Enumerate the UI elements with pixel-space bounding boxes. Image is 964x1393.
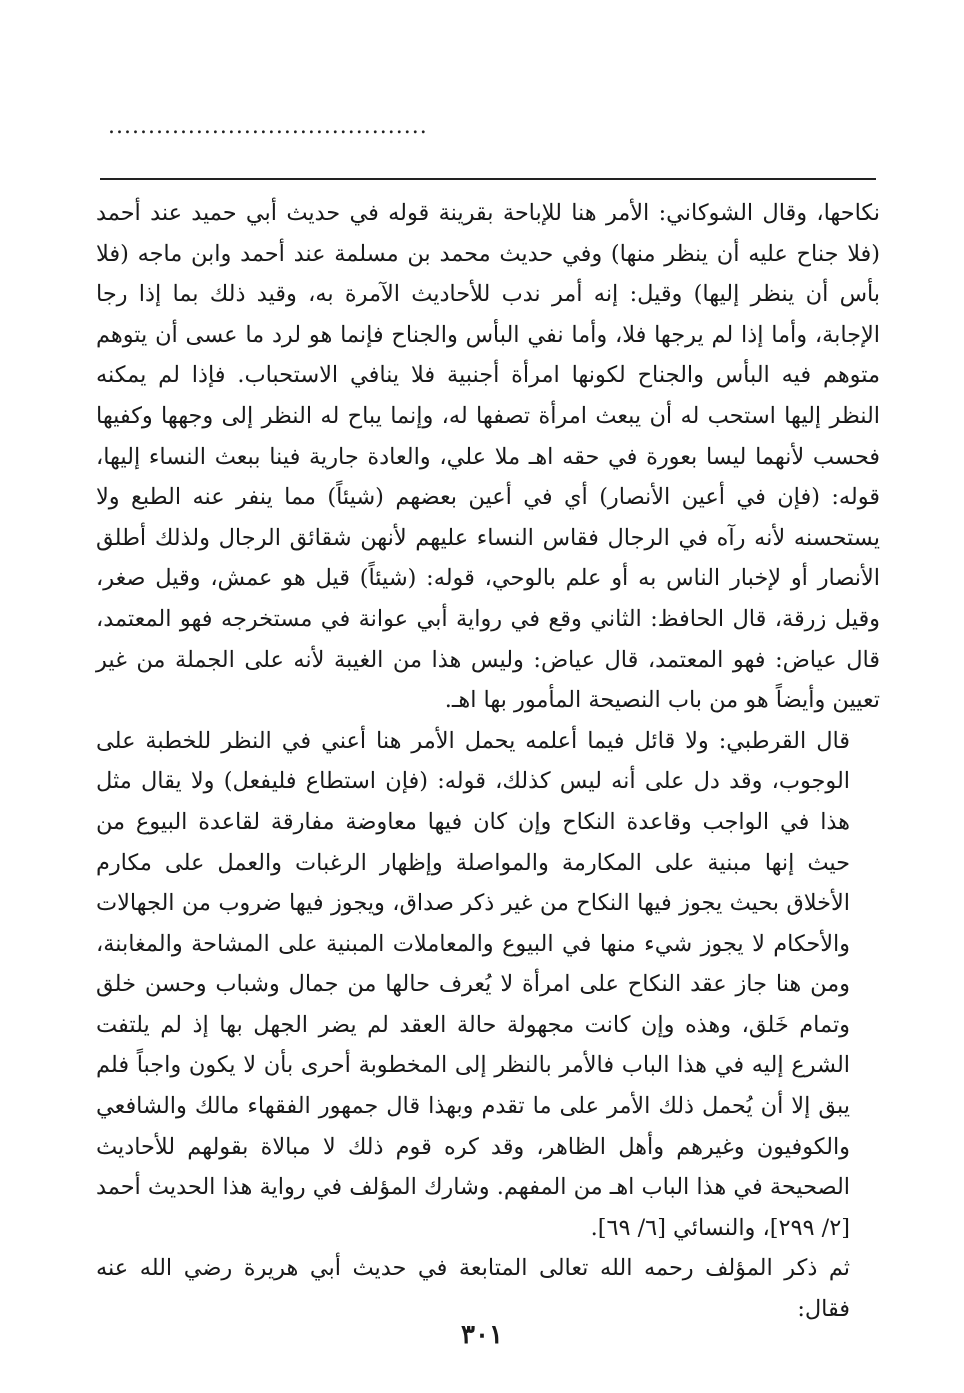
- page-body: [96, 193, 880, 1330]
- paragraph-qurtubi: قال القرطبي: ولا قائل فيما أعلمه يحمل الأمر هنا أعني في النظر للخطبة على الوجوب، وقد دل على أنه ليس كذلك، قوله: (فإن استطاع فليفعل) ولا يقال مثل هذا في الواجب وقاعدة النكاح وإن كان فيها معاوضة مفارقة لقاعدة البيوع من حيث إنها مبنية على المكارمة والمواصلة وإظهار الرغبات والعمل على مكارم الأخلاق بحيث يجوز فيها النكاح من غير ذكر صداق، ويجوز فيها ضروب من الجهالات والأحكام لا يجوز شيء منها في البيوع والمعاملات المبنية على المشاحة والمغابنة، ومن هنا جاز عقد النكاح على امرأة لا يُعرف حالها من جمال وشباب وحسن خلق وتمام خَلق، وهذه وإن كانت مجهولة حالة العقد لم يضر الجهل بها إذ لم يلتفت الشرع إليه في هذا الباب فالأمر بالنظر إلى المخطوبة أحرى بأن لا يكون واجباً فلم يبق إلا أن يُحمل ذلك الأمر على ما تقدم وبهذا قال جمهور الفقهاء مالك والشافعي والكوفيون وغيرهم وأهل الظاهر، وقد كره قوم ذلك لا مبالاة بقولهم للأحاديث الصحيحة في هذا الباب اهـ من المفهم. وشارك المؤلف في رواية هذا الحديث أحمد [٢/ ٢٩٩]، والنسائي [٦/ ٦٩].: [96, 727, 850, 1241]
- paragraph-commentary: نكاحها، وقال الشوكاني: الأمر هنا للإباحة بقرينة قوله في حديث أبي حميد عند أحمد (فلا جناح عليه أن ينظر منها) وفي حديث محمد بن مسلمة عند أحمد وابن ماجه (فلا بأس أن ينظر إليها) وقيل: إنه أمر ندب للأحاديث الآمرة به، وقيد ذلك بما إذا رجا الإجابة، وأما إذا لم يرجها فلا، وأما نفي البأس والجناح فإنما هو لرد ما عسى أن يتوهم متوهم فيه البأس والجناح لكونها امرأة أجنبية فلا ينافي الاستحباب. فإذا لم يمكنه النظر إليها استحب له أن يبعث امرأة تصفها له، وإنما يباح له النظر إلى وجهها وكفيها فحسب لأنهما ليسا بعورة في حقه اهـ ملا علي، والعادة جارية فينا ببعث النساء إليها، قوله: (فإن في أعين الأنصار) أي في أعين بعضهم (شيئاً) مما ينفر عنه الطبع ولا يستحسنه لأنه رآه في الرجال فقاس النساء عليهم لأنهن شقائق الرجال ولذلك أطلق الأنصار أو لإخبار الناس به أو علم بالوحي، قوله: (شيئاً) قيل هو عمش، وقيل صغر، وقيل زرقة، قال الحافظ: الثاني وقع في رواية أبي عوانة في مستخرجه فهو المعتمد، قال عياض: فهو المعتمد، قال عياض: وليس هذا من الغيبة لأنه على الجملة من غير تعيين وأيضاً هو من باب النصيحة المأمور بها اهـ.: [96, 200, 880, 714]
- header-rule: [100, 178, 876, 180]
- page-number: ٣٠١: [461, 1320, 503, 1350]
- header-dotted-line: ........................................: [108, 114, 428, 139]
- paragraph-transition: ثم ذكر المؤلف رحمه الله تعالى المتابعة في حديث أبي هريرة رضي الله عنه فقال:: [96, 1255, 850, 1323]
